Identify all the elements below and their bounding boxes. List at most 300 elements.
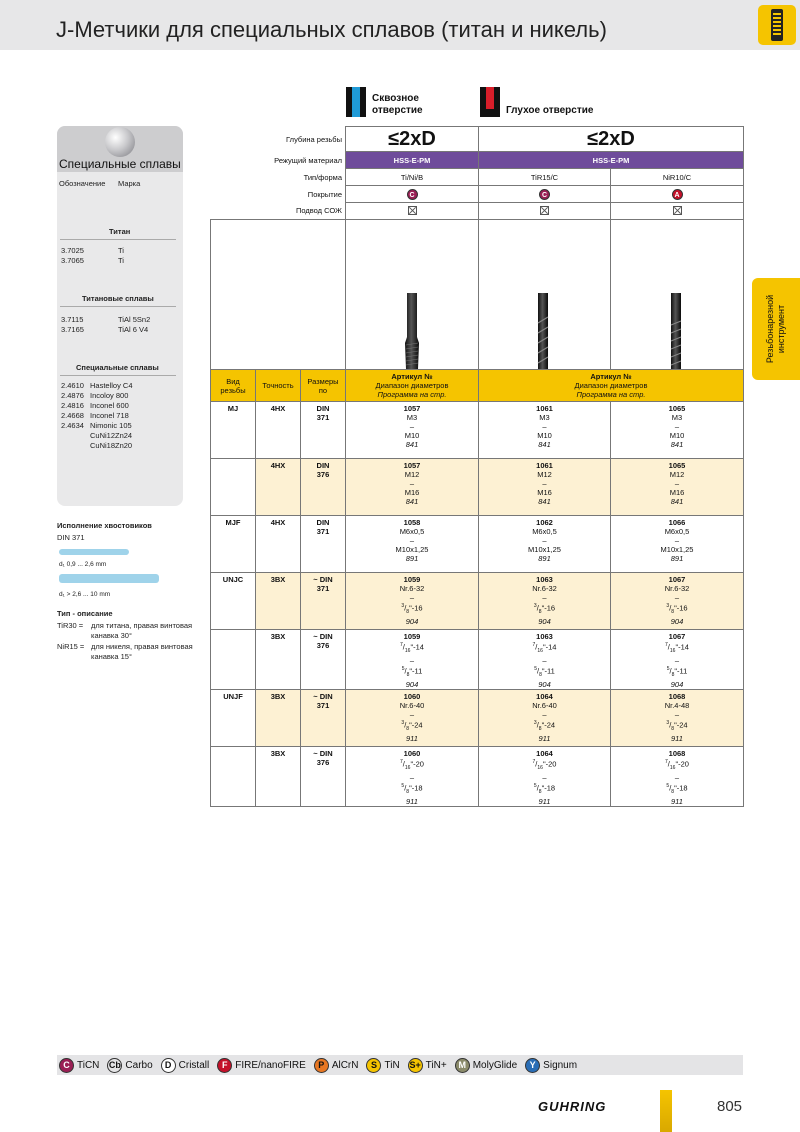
legend-item — [314, 1058, 359, 1073]
coating-cell — [479, 186, 611, 203]
coating-cell — [611, 186, 744, 203]
range-dash: – — [674, 479, 680, 488]
article-cell — [611, 402, 744, 459]
tap-icon — [758, 5, 796, 45]
table-row — [211, 459, 744, 516]
legend-item — [525, 1058, 577, 1073]
material-code: 3.7065 — [61, 256, 84, 265]
article-cell — [611, 459, 744, 516]
diameter-from: Nr.4-48 — [664, 701, 690, 710]
diameter-from: M12 — [404, 470, 420, 479]
article-number: 1057 — [403, 404, 421, 413]
range-dash: – — [409, 422, 415, 431]
thread-kind: MJF — [211, 516, 256, 573]
table-row — [211, 690, 744, 747]
article-number: 1059 — [403, 575, 421, 584]
article-cell — [479, 747, 611, 807]
program-page: 911 — [406, 734, 418, 743]
range-dash: – — [674, 656, 680, 665]
legend-label: Signum — [543, 1059, 578, 1071]
divider — [60, 239, 176, 240]
tool-image-cell — [611, 220, 744, 370]
diameter-from: M3 — [671, 413, 683, 422]
program-page: 841 — [670, 440, 684, 449]
article-number: 1065 — [668, 404, 686, 413]
diameter-to: M10x1,25 — [528, 545, 561, 554]
types-title: Тип - описание — [57, 609, 113, 618]
coating-signum-icon: Y — [525, 1058, 540, 1073]
thread-standard — [301, 573, 346, 630]
material-code: 2.4634 — [61, 421, 84, 430]
program-page: 891 — [670, 554, 684, 563]
article-number: 1060 — [403, 692, 421, 701]
thread-accuracy: 3BX — [256, 573, 301, 630]
shank-range-1: d₁ 0,9 ... 2,6 mm — [59, 561, 107, 568]
standard-line: 376 — [316, 470, 330, 479]
brand-logo: GUHRING — [538, 1099, 607, 1114]
coating-molyglide-icon: M — [455, 1058, 470, 1073]
legend-item — [107, 1058, 152, 1073]
article-number: 1060 — [403, 749, 421, 758]
diameter-from: Nr.6-40 — [532, 701, 557, 710]
diameter-to: M16 — [537, 488, 552, 497]
article-cell — [611, 747, 744, 807]
material-grade: Inconel 600 — [90, 401, 129, 410]
spiral-flute-tap-image — [668, 293, 684, 369]
thread-accuracy: 3BX — [256, 747, 301, 807]
coating-ticn-icon: C — [59, 1058, 74, 1073]
material-code: 3.7115 — [61, 315, 84, 324]
table-row — [211, 630, 744, 690]
diameter-from: Nr.6-32 — [399, 584, 425, 593]
shank-illustration — [59, 549, 129, 555]
coating-cell — [346, 186, 479, 203]
coating-alcrn-icon: A — [672, 189, 683, 200]
article-number: 1062 — [536, 518, 553, 527]
coating-tin-icon: S — [366, 1058, 381, 1073]
legend-label: MolyGlide — [472, 1059, 518, 1071]
article-cell — [346, 573, 479, 630]
article-cell — [346, 459, 479, 516]
program-page: 904 — [405, 680, 419, 689]
blind-hole-icon — [480, 87, 500, 117]
shank-range-2: d₁ > 2,6 ... 10 mm — [59, 591, 111, 598]
diameter-to: $^3/_8"-16$ — [533, 603, 556, 615]
shank-standard: DIN 371 — [57, 533, 85, 542]
article-number: 1067 — [668, 632, 686, 641]
diameter-to: $^3/_8"-16$ — [666, 603, 688, 615]
article-cell — [611, 516, 744, 573]
range-dash: – — [674, 773, 680, 782]
program-page: 904 — [405, 617, 419, 626]
diameter-to: M10 — [669, 431, 685, 440]
program-label: Программа на стр. — [576, 390, 646, 399]
thread-kind: UNJF — [211, 690, 256, 747]
table-row — [211, 402, 744, 459]
depth-label: Глубина резьбы — [286, 134, 342, 144]
thread-accuracy: 4HX — [256, 402, 301, 459]
article-cell — [346, 402, 479, 459]
divider — [60, 375, 176, 376]
diameter-from: M3 — [406, 413, 418, 422]
material-grade: Ti — [118, 256, 124, 265]
legend-item — [161, 1058, 210, 1073]
through-hole-icon — [346, 87, 366, 117]
spiral-point-tap-image — [404, 293, 420, 369]
shank-title: Исполнение хвостовиков — [57, 521, 152, 530]
program-page: 904 — [670, 680, 684, 689]
coolant-cell — [611, 203, 744, 220]
legend-label: Cristall — [178, 1059, 210, 1071]
standard-line: DIN — [316, 461, 330, 470]
thread-accuracy: 3BX — [256, 630, 301, 690]
program-label: Программа на стр. — [377, 390, 447, 399]
page-title: J-Метчики для специальных сплавов (титан и никель) — [56, 17, 607, 42]
range-dash: – — [409, 773, 415, 782]
col-head-accuracy: Точность — [256, 370, 301, 402]
no-coolant-icon — [408, 206, 417, 215]
coating-alcrn-icon: P — [314, 1058, 329, 1073]
legend-label: TiN — [384, 1059, 400, 1071]
through-hole-label-1: Сквозное — [372, 93, 419, 104]
diameter-from: Nr.6-40 — [399, 701, 425, 710]
program-page: 841 — [670, 497, 684, 506]
diameter-to: $^5/_8"-18$ — [401, 783, 423, 795]
article-cell — [479, 459, 611, 516]
article-number: 1063 — [536, 632, 553, 641]
section-tab-line-2: инструмент — [776, 304, 786, 354]
article-cell — [479, 516, 611, 573]
material-grade: Inconel 718 — [90, 411, 129, 420]
thread-standard — [301, 402, 346, 459]
standard-line: 376 — [316, 641, 330, 650]
brand-strip — [660, 1090, 672, 1132]
image-spacer — [211, 220, 346, 370]
standard-line: 376 — [316, 758, 330, 767]
metal-sphere-icon — [105, 127, 135, 157]
range-dash: – — [542, 773, 547, 782]
group-title-special-alloys: Специальные сплавы — [76, 363, 159, 372]
diameter-from: Nr.6-32 — [532, 584, 557, 593]
diameter-to: M10 — [537, 431, 552, 440]
program-page: 911 — [538, 797, 551, 806]
material-code: 2.4876 — [61, 391, 84, 400]
type-value: NiR10/C — [611, 169, 744, 186]
diameter-from: M12 — [669, 470, 685, 479]
col-head-sizes-2: по — [318, 385, 328, 395]
diameter-to: $^5/_8"-11$ — [534, 666, 555, 678]
diameter-from: Nr.6-32 — [664, 584, 690, 593]
article-number: 1064 — [536, 692, 553, 701]
program-page: 911 — [406, 797, 418, 806]
article-cell — [611, 630, 744, 690]
range-dash: – — [674, 422, 680, 431]
type-value: TiR15/C — [479, 169, 611, 186]
article-cell — [346, 516, 479, 573]
range-dash: – — [542, 593, 547, 602]
coating-cristall-icon: D — [161, 1058, 176, 1073]
standard-line: 371 — [316, 413, 330, 422]
thread-accuracy: 3BX — [256, 690, 301, 747]
range-dash: – — [409, 593, 415, 602]
program-page: 911 — [671, 797, 683, 806]
thread-standard — [301, 690, 346, 747]
material-grade: Nimonic 105 — [90, 421, 132, 430]
type-label: Тип/форма — [303, 172, 342, 182]
article-number: 1061 — [536, 461, 553, 470]
diameter-to: M10x1,25 — [660, 545, 694, 554]
article-cell — [611, 690, 744, 747]
col-head-kind-2: резьбы — [220, 385, 246, 395]
article-cell — [346, 630, 479, 690]
col-head-sizes — [301, 370, 346, 402]
diameter-from: $^7/_{16}"-14$ — [400, 642, 424, 654]
program-page: 891 — [405, 554, 419, 563]
thread-accuracy: 4HX — [256, 459, 301, 516]
type-code: TiR30 = — [57, 621, 84, 630]
legend-item — [455, 1058, 517, 1073]
thread-standard — [301, 459, 346, 516]
diameter-to: M10 — [404, 431, 420, 440]
range-dash: – — [409, 536, 415, 545]
page-number: 805 — [717, 1098, 743, 1115]
material-grade: Incoloy 800 — [90, 391, 129, 400]
thread-standard — [301, 630, 346, 690]
table-row — [211, 747, 744, 807]
col-head-kind — [211, 370, 256, 402]
blind-hole-legend — [480, 87, 593, 117]
blind-hole-label: Глухое отверстие — [506, 105, 594, 116]
diameter-to: $^5/_8"-18$ — [533, 783, 556, 795]
shank-illustration — [59, 574, 159, 583]
standard-line: ~ DIN — [313, 692, 333, 701]
article-number: 1058 — [403, 518, 421, 527]
material-code: 2.4816 — [61, 401, 84, 410]
material-blind: HSS-E-PM — [479, 152, 744, 169]
article-cell — [346, 690, 479, 747]
diameter-to: $^3/_8"-24$ — [401, 720, 423, 732]
legend-item — [217, 1058, 306, 1073]
standard-line: 371 — [316, 701, 330, 710]
range-dash: – — [542, 536, 547, 545]
article-number: 1066 — [668, 518, 686, 527]
thread-kind — [211, 630, 256, 690]
standard-line: ~ DIN — [313, 749, 333, 758]
range-dash: – — [674, 710, 680, 719]
thread-kind: UNJC — [211, 573, 256, 630]
standard-line: 371 — [316, 527, 330, 536]
diameter-from: $^7/_{16}"-14$ — [665, 642, 689, 654]
range-label: Диапазон диаметров — [574, 381, 648, 390]
tool-image-cell — [479, 220, 611, 370]
program-page: 841 — [538, 440, 551, 449]
range-label: Диапазон диаметров — [375, 381, 449, 390]
diameter-to: $^5/_8"-11$ — [401, 666, 423, 678]
type-description: для никеля, правая винтовая канавка 15° — [91, 642, 193, 661]
article-number: 1063 — [536, 575, 553, 584]
coating-ticn-icon: C — [539, 189, 550, 200]
diameter-to: M16 — [669, 488, 685, 497]
diameter-from: M3 — [539, 413, 550, 422]
coolant-cell — [346, 203, 479, 220]
section-tab-label — [765, 295, 787, 363]
group-title-titanium: Титан — [109, 227, 131, 236]
thread-kind — [211, 459, 256, 516]
article-cell — [611, 573, 744, 630]
diameter-from: M6x0,5 — [399, 527, 425, 536]
article-header-blind — [479, 370, 744, 402]
article-cell — [479, 402, 611, 459]
program-page: 904 — [670, 617, 684, 626]
thread-standard — [301, 747, 346, 807]
diameter-from: $^7/_{16}"-20$ — [665, 759, 689, 771]
article-cell — [479, 690, 611, 747]
thread-standard — [301, 516, 346, 573]
article-cell — [479, 573, 611, 630]
material-code: 2.4610 — [61, 381, 84, 390]
material-grade: CuNi12Zn24 — [90, 431, 133, 440]
thread-kind: MJ — [211, 402, 256, 459]
diameter-to: $^5/_8"-11$ — [666, 666, 688, 678]
article-cell — [346, 747, 479, 807]
legend-item — [59, 1058, 99, 1073]
material-code: 3.7025 — [61, 246, 84, 255]
program-page: 891 — [538, 554, 551, 563]
program-page: 904 — [538, 617, 551, 626]
diameter-from: M6x0,5 — [532, 527, 557, 536]
article-header-through — [346, 370, 479, 402]
coolant-label: Подвод СОЖ — [296, 206, 342, 216]
range-dash: – — [674, 593, 680, 602]
article-number: 1061 — [536, 404, 553, 413]
materials-title: Специальные сплавы — [59, 157, 181, 171]
legend-item — [366, 1058, 399, 1073]
material-grade: TiAl 5Sn2 — [118, 315, 151, 324]
coating-label: Покрытие — [307, 189, 342, 199]
legend-label: FIRE/nanoFIRE — [235, 1059, 306, 1071]
article-cell — [479, 630, 611, 690]
type-value: Ti/Ni/B — [346, 169, 479, 186]
divider — [60, 306, 176, 307]
legend-label: AlCrN — [331, 1059, 359, 1071]
material-grade: Hastelloy C4 — [90, 381, 133, 390]
through-hole-legend — [346, 87, 423, 117]
program-page: 911 — [538, 734, 551, 743]
program-page: 841 — [405, 440, 419, 449]
standard-line: 371 — [316, 584, 330, 593]
depth-through: ≤2xD — [346, 127, 479, 152]
material-grade: TiAl 6 V4 — [118, 325, 149, 334]
program-page: 841 — [405, 497, 419, 506]
material-label: Режущий материал — [274, 155, 342, 165]
section-tab[interactable] — [752, 278, 800, 380]
tap-table — [210, 126, 744, 807]
coating-ticn-icon: C — [407, 189, 418, 200]
coating-fire-nanofire-icon: F — [217, 1058, 232, 1073]
range-dash: – — [542, 710, 547, 719]
range-dash: – — [542, 656, 547, 665]
range-dash: – — [409, 656, 415, 665]
range-dash: – — [409, 479, 415, 488]
coating-carbo-icon: Cb — [107, 1058, 122, 1073]
spiral-flute-tap-image — [535, 293, 551, 369]
article-number: 1065 — [668, 461, 686, 470]
material-grade: Ti — [118, 246, 124, 255]
diameter-to: M16 — [404, 488, 420, 497]
section-tab-line-1: Резьбонарезной — [765, 294, 775, 364]
article-number: 1064 — [536, 749, 553, 758]
type-description: для титана, правая винтовая канавка 30° — [91, 621, 193, 640]
article-number: 1059 — [403, 632, 421, 641]
tool-image-cell — [346, 220, 479, 370]
range-dash: – — [674, 536, 680, 545]
col-head-kind-1: Вид — [226, 376, 240, 386]
program-page: 904 — [538, 680, 551, 689]
standard-line: ~ DIN — [313, 632, 333, 641]
article-number: 1057 — [403, 461, 421, 470]
coating-tin--icon: S+ — [408, 1058, 423, 1073]
table-body — [211, 402, 744, 807]
no-coolant-icon — [673, 206, 682, 215]
program-page: 911 — [671, 734, 683, 743]
range-dash: – — [542, 479, 547, 488]
col-head-sizes-1: Размеры — [307, 376, 339, 386]
range-dash: – — [409, 710, 415, 719]
coating-legend — [57, 1055, 743, 1075]
through-hole-label-2: отверстие — [372, 105, 423, 116]
legend-label: TiCN — [77, 1059, 100, 1071]
group-title-titanium-alloys: Титановые сплавы — [82, 294, 154, 303]
diameter-to: $^3/_8"-24$ — [533, 720, 556, 732]
standard-line: DIN — [316, 518, 330, 527]
material-grade: CuNi18Zn20 — [90, 441, 133, 450]
program-page: 841 — [538, 497, 551, 506]
diameter-from: $^7/_{16}"-20$ — [400, 759, 424, 771]
diameter-to: $^5/_8"-18$ — [666, 783, 688, 795]
material-code: 2.4668 — [61, 411, 84, 420]
article-number: 1068 — [668, 749, 686, 758]
article-number: 1067 — [668, 575, 686, 584]
legend-item — [408, 1058, 447, 1073]
no-coolant-icon — [540, 206, 549, 215]
diameter-from: $^7/_{16}"-14$ — [532, 642, 557, 654]
article-label: Артикул № — [391, 372, 433, 381]
material-code: 3.7165 — [61, 325, 84, 334]
standard-line: ~ DIN — [313, 575, 333, 584]
table-row — [211, 573, 744, 630]
thread-kind — [211, 747, 256, 807]
legend-label: TiN+ — [425, 1059, 447, 1071]
diameter-from: M6x0,5 — [664, 527, 690, 536]
coolant-cell — [479, 203, 611, 220]
standard-line: DIN — [316, 404, 330, 413]
article-label: Артикул № — [590, 372, 632, 381]
diameter-to: $^3/_8"-24$ — [666, 720, 688, 732]
type-code: NiR15 = — [57, 642, 85, 651]
thread-accuracy: 4HX — [256, 516, 301, 573]
article-number: 1068 — [668, 692, 686, 701]
col-designation: Обозначение — [59, 179, 106, 188]
diameter-to: M10x1,25 — [395, 545, 429, 554]
table-row — [211, 516, 744, 573]
legend-label: Carbo — [125, 1059, 153, 1071]
diameter-to: $^3/_8"-16$ — [401, 603, 423, 615]
diameter-from: M12 — [537, 470, 552, 479]
diameter-from: $^7/_{16}"-20$ — [532, 759, 557, 771]
depth-blind: ≤2xD — [479, 127, 744, 152]
col-grade: Марка — [118, 179, 141, 188]
material-through: HSS-E-PM — [346, 152, 479, 169]
